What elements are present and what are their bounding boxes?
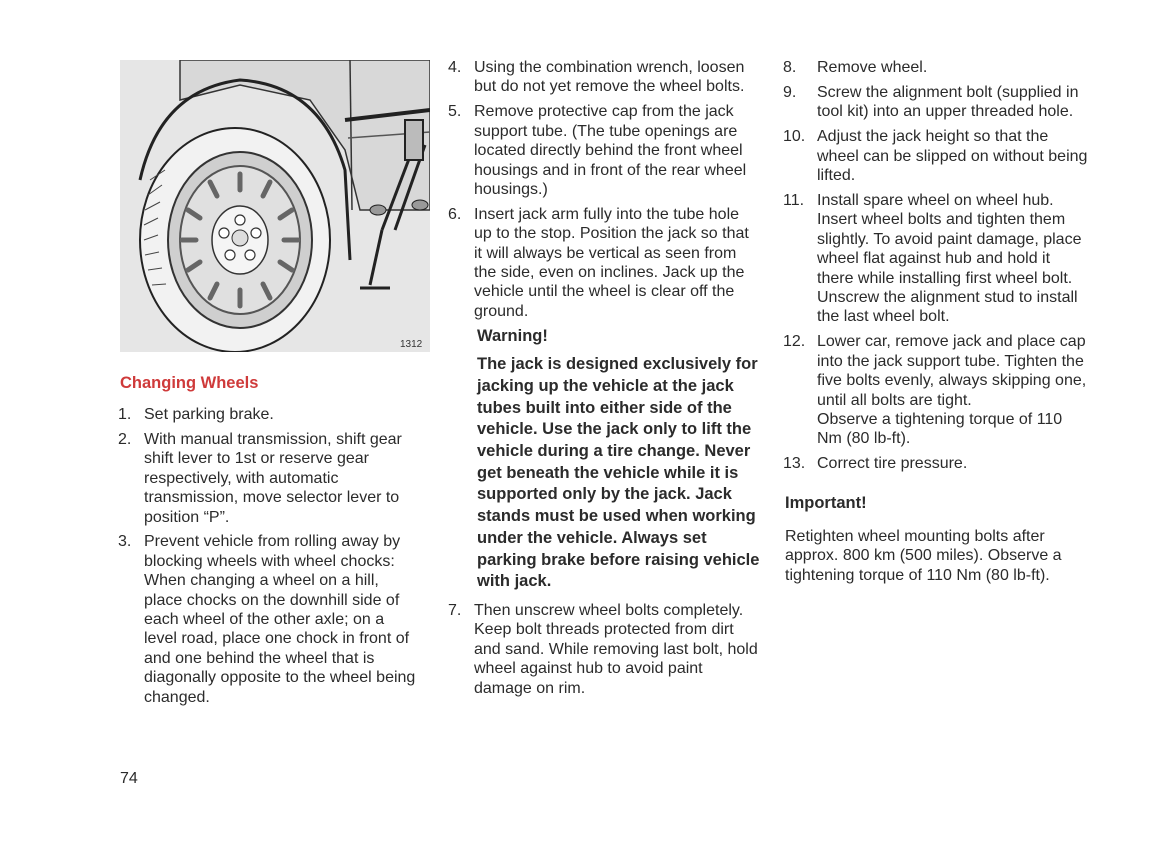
column-1	[118, 405, 418, 713]
step-number: 5.	[448, 103, 462, 121]
step-number: 6.	[448, 205, 462, 223]
step-11	[783, 191, 1088, 327]
step-number: 1.	[118, 406, 132, 423]
figure-number: 1312	[400, 339, 423, 350]
step-text: Screw the alignment bolt (supplied in tool kit) into an upper threaded hole.	[817, 83, 1079, 121]
step-7	[448, 601, 760, 698]
step-text: Then unscrew wheel bolts completely. Keep bolt threads protected from dirt and sand. While removing last bolt, hold wheel against hub to avoid paint damage on rim.	[474, 601, 758, 697]
step-text: Set parking brake.	[144, 406, 274, 423]
section-title: Changing Wheels	[120, 374, 259, 392]
step-text: Prevent vehicle from rolling away by blocking wheels with wheel chocks: When changing a wheel on a hill, place chocks on the downhill side of each wheel of the other axle; on a level road, place one chock in front of and one behind the wheel that is diagonally opposite to the wheel being changed.	[144, 533, 416, 706]
step-8	[783, 58, 1088, 77]
step-number: 4.	[448, 59, 462, 76]
column-3	[783, 58, 1088, 585]
step-13	[783, 454, 1088, 473]
step-text: Adjust the jack height so that the wheel can be slipped on without being lifted.	[817, 128, 1088, 185]
step-text: Install spare wheel on wheel hub. Insert wheel bolts and tighten them slightly. To avoid paint damage, place wheel flat against hub and hold it there while installing first wheel bolt. Unscrew the alignment stud to install the last wheel bolt.	[817, 191, 1082, 326]
warning-title: Warning!	[477, 326, 548, 345]
step-text: With manual transmission, shift gear shift lever to 1st or reserve gear respectively, with automatic transmission, move selector lever to position “P”.	[144, 430, 402, 526]
step-extra-text: Observe a tightening torque of 110 Nm (80 lb-ft).	[817, 410, 1063, 448]
step-5	[448, 102, 760, 199]
step-12	[783, 332, 1088, 448]
step-text: Remove protective cap from the jack support tube. (The tube openings are located directly behind the front wheel housings and in front of the rear wheel housings.)	[474, 103, 747, 198]
column-2	[448, 58, 760, 703]
step-text: Insert jack arm fully into the tube hole up to the stop. Position the jack so that it will always be vertical as seen from the side, even on inclines. Jack up the vehicle until the wheel is clear off the ground.	[474, 205, 749, 320]
step-number: 9.	[783, 83, 797, 101]
warning-text: The jack is designed exclusively for jacking up the vehicle at the jack tubes built into either side of the vehicle. Use the jack only to lift the vehicle during a tire change. Never get beneath the vehicle while it is supported only by the jack. Jack stands must be used when working under the vehicle. Always set parking brake before raising vehicle with jack.	[477, 355, 760, 591]
step-number: 7.	[448, 601, 462, 619]
step-number: 13.	[783, 455, 806, 473]
step-number: 3.	[118, 533, 132, 551]
important-text: Retighten wheel mounting bolts after approx. 800 km (500 miles). Observe a tightening torque of 110 Nm (80 lb-ft).	[785, 528, 1062, 584]
step-2	[118, 430, 418, 527]
step-4	[448, 58, 760, 97]
step-text-group	[817, 332, 1088, 448]
step-3	[118, 532, 418, 707]
step-text: Correct tire pressure.	[817, 455, 968, 473]
page-number: 74	[120, 770, 138, 787]
step-text: Using the combination wrench, loosen but do not yet remove the wheel bolts.	[474, 59, 745, 96]
step-9	[783, 83, 1088, 122]
step-number: 8.	[783, 59, 797, 76]
step-number: 12.	[783, 333, 806, 351]
wheel-and-jack-illustration	[120, 60, 430, 352]
step-number: 10.	[783, 128, 806, 146]
step-text: Remove wheel.	[817, 59, 928, 76]
step-1	[118, 405, 418, 424]
step-number: 2.	[118, 430, 132, 448]
important-title: Important!	[785, 493, 867, 512]
step-10	[783, 127, 1088, 185]
step-6	[448, 205, 760, 321]
step-number: 11.	[783, 191, 805, 209]
step-text: Lower car, remove jack and place cap into the jack support tube. Tighten the five bolts evenly, always skipping one, until all bolts are tight.	[817, 333, 1087, 409]
